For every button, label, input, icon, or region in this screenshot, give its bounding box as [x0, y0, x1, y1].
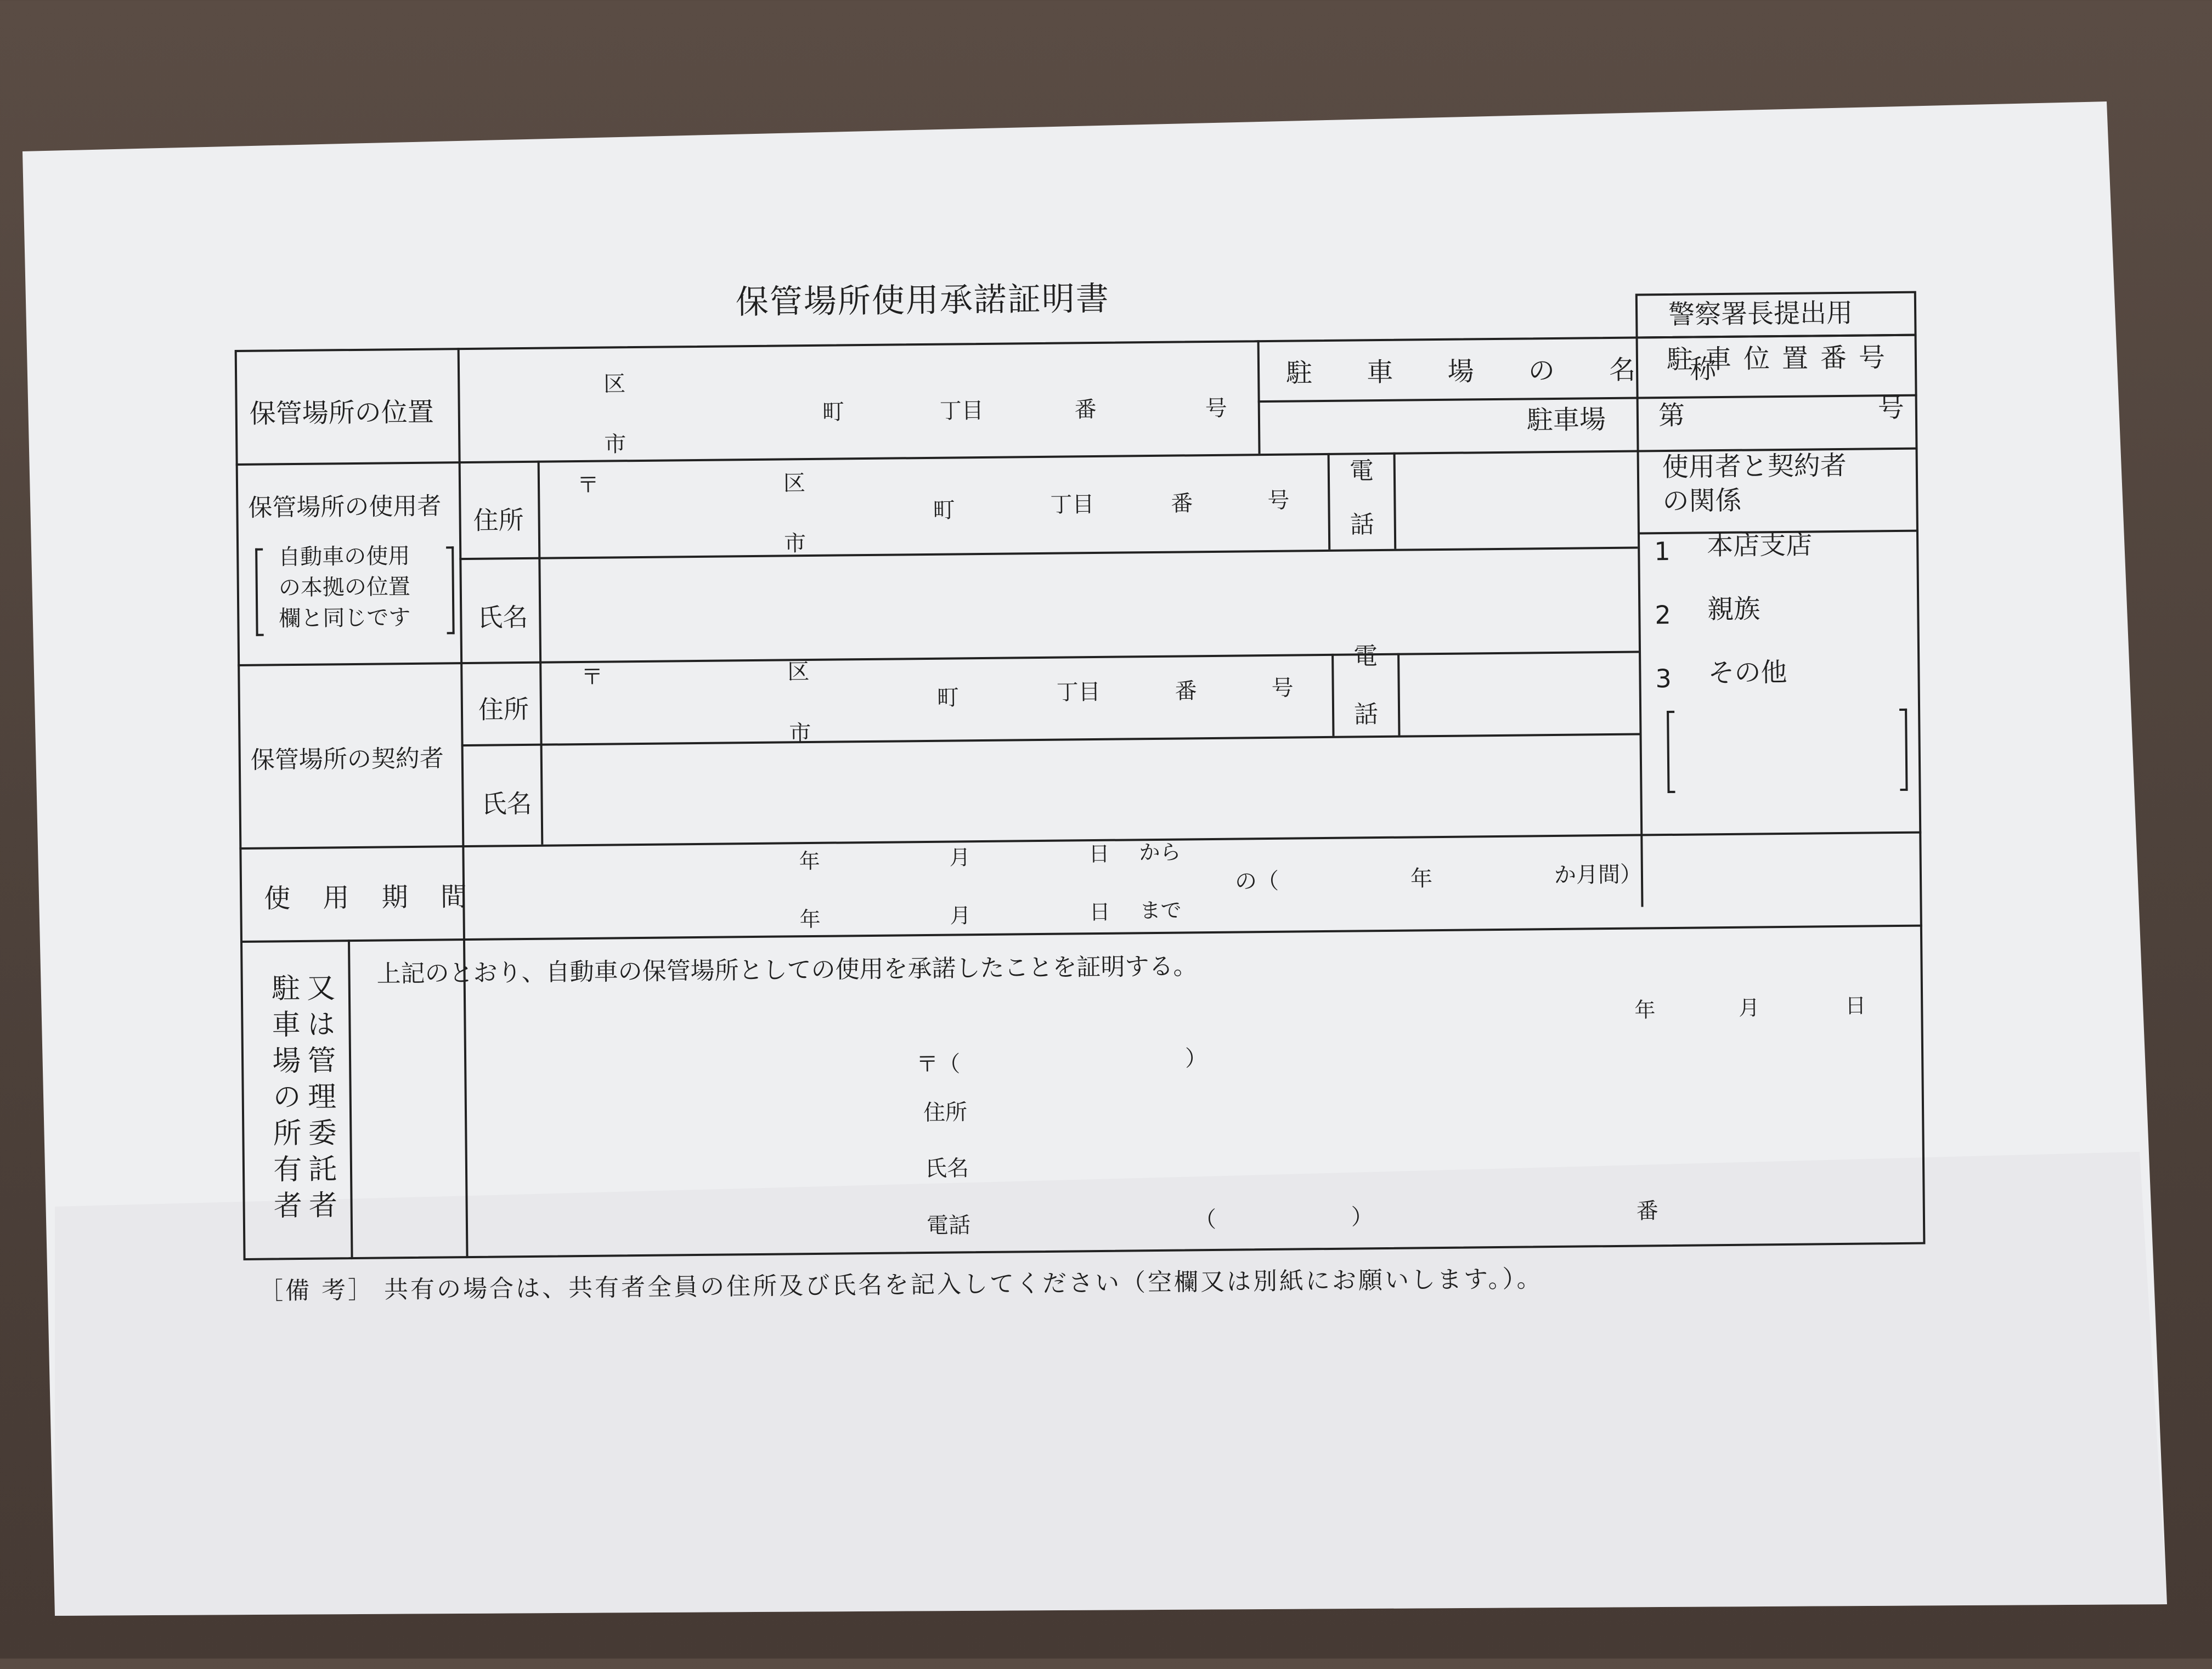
location-ku: 区 — [603, 371, 626, 397]
user-go: 号 — [1267, 488, 1290, 513]
owner-ban: 番 — [1636, 1198, 1659, 1224]
period-from-year: 年 — [799, 848, 820, 874]
period-to-month: 月 — [950, 903, 971, 928]
contractor-address-label: 住所 — [478, 694, 529, 725]
period-from-month: 月 — [949, 845, 970, 870]
parking-name-suffix: 駐車場 — [1526, 404, 1606, 436]
contractor-phone-label-1: 電 — [1353, 642, 1378, 671]
period-until: まで — [1139, 898, 1182, 923]
contractor-go: 号 — [1271, 675, 1294, 701]
user-machi: 町 — [933, 497, 955, 523]
owner-phone-label: 電話 — [926, 1213, 971, 1239]
relation-bracket-left — [1667, 711, 1675, 793]
user-ban: 番 — [1171, 491, 1193, 517]
contractor-chome: 丁目 — [1056, 679, 1101, 705]
period-to-day: 日 — [1089, 899, 1110, 925]
user-ku: 区 — [783, 471, 806, 496]
parking-no-dai: 第 — [1658, 400, 1685, 432]
owner-statement: 上記のとおり、自動車の保管場所としての使用を承諾したことを証明する。 — [376, 952, 1198, 988]
form-title: 保管場所使用承諾証明書 — [735, 279, 1110, 322]
user-note-2: の本拠の位置 — [278, 574, 411, 601]
period-label: 使 用 期 間 — [263, 881, 479, 914]
period-from-day: 日 — [1088, 841, 1110, 867]
user-label: 保管場所の使用者 — [248, 492, 442, 522]
location-ban: 番 — [1074, 397, 1097, 423]
period-months: か月間） — [1554, 862, 1643, 889]
user-note-1: 自動車の使用 — [278, 544, 410, 570]
contractor-ku: 区 — [787, 659, 810, 685]
parking-no-go: 号 — [1877, 392, 1905, 424]
period-no-open: の（ — [1234, 868, 1279, 895]
user-phone-label-1: 電 — [1349, 457, 1374, 485]
contractor-name-label: 氏名 — [481, 788, 532, 819]
owner-name-label: 氏名 — [924, 1156, 969, 1182]
user-note-3: 欄と同じです — [279, 604, 411, 632]
police-header: 警察署長提出用 — [1668, 297, 1853, 330]
owner-address-label: 住所 — [923, 1100, 968, 1126]
location-chome: 丁目 — [939, 398, 984, 424]
owner-postal: 〒（ — [916, 1051, 961, 1078]
relation-opt3-num: 3 — [1655, 663, 1672, 694]
user-shi: 市 — [783, 531, 806, 557]
parking-name-label: 駐 車 場 の 名 称 — [1285, 353, 1740, 389]
location-label: 保管場所の位置 — [249, 397, 435, 429]
period-from: から — [1139, 840, 1181, 865]
user-name-label: 氏名 — [477, 602, 528, 632]
owner-paren-open: （ — [1194, 1207, 1217, 1233]
parking-no-label: 駐車位置番号 — [1666, 342, 1898, 375]
relation-label-2: の関係 — [1662, 485, 1742, 517]
owner-year: 年 — [1634, 998, 1656, 1022]
relation-opt3: その他 — [1708, 657, 1787, 689]
user-phone-label-2: 話 — [1350, 511, 1375, 539]
contractor-shi: 市 — [789, 721, 811, 746]
contractor-postal: 〒 — [581, 664, 603, 691]
contractor-label: 保管場所の契約者 — [250, 744, 444, 774]
owner-day: 日 — [1845, 993, 1866, 1018]
user-chome: 丁目 — [1050, 492, 1094, 518]
contractor-phone-label-2: 話 — [1353, 700, 1379, 729]
contractor-ban: 番 — [1175, 678, 1197, 704]
contractor-machi: 町 — [936, 685, 960, 711]
relation-opt2-num: 2 — [1655, 599, 1671, 630]
location-machi: 町 — [822, 399, 845, 425]
location-go: 号 — [1205, 395, 1227, 422]
relation-opt2: 親族 — [1707, 593, 1760, 625]
period-to-year: 年 — [799, 907, 821, 932]
user-note-bracket-right — [446, 546, 455, 634]
relation-bracket-right — [1899, 709, 1908, 791]
owner-month: 月 — [1739, 995, 1760, 1020]
relation-opt1-num: 1 — [1654, 536, 1671, 567]
location-shi: 市 — [604, 432, 627, 457]
relation-label-1: 使用者と契約者 — [1662, 450, 1847, 483]
remarks: ［備 考］ 共有の場合は、共有者全員の住所及び氏名を記入してください（空欄又は別紙にお願いします。）。 — [258, 1265, 1543, 1305]
owner-vertical-left: 又は管理委託者 — [301, 972, 337, 1226]
user-postal: 〒 — [577, 472, 600, 499]
owner-vertical-right: 駐車場の所有者 — [266, 972, 302, 1227]
period-year2: 年 — [1410, 866, 1433, 892]
user-address-label: 住所 — [473, 505, 524, 535]
owner-postal-close: ） — [1184, 1046, 1207, 1072]
user-note-bracket-left — [255, 548, 264, 636]
owner-paren-close: ） — [1351, 1204, 1374, 1230]
relation-opt1: 本店支店 — [1706, 529, 1813, 562]
